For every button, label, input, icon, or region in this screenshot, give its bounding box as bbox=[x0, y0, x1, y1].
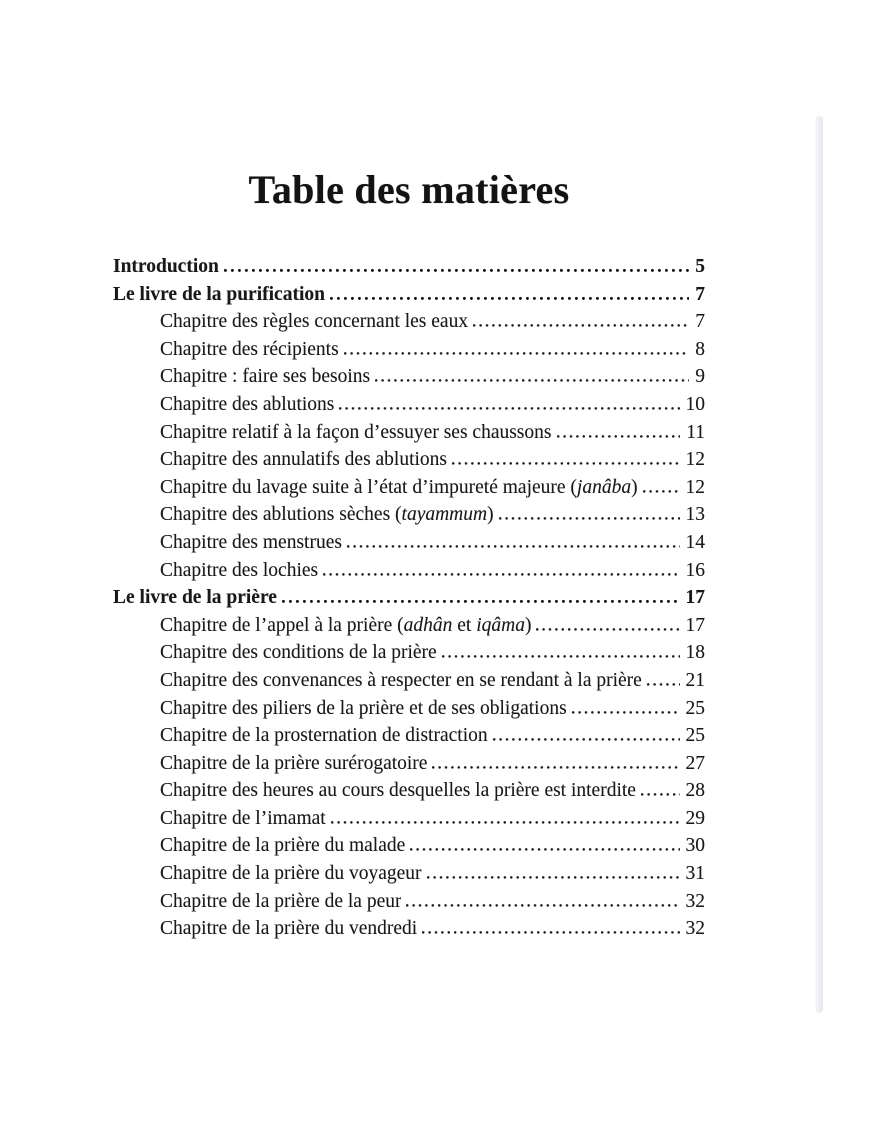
dot-leader bbox=[473, 323, 689, 327]
toc-entry-page-number: 25 bbox=[685, 697, 705, 719]
dot-leader bbox=[375, 378, 689, 382]
toc-entry-page-number: 10 bbox=[685, 393, 705, 415]
toc-entry-label: Chapitre de l’appel à la prière (adhân et iqâma) bbox=[160, 614, 532, 636]
toc-entry-label: Chapitre des ablutions sèches (tayammum) bbox=[160, 504, 494, 526]
toc-entry-page-number: 18 bbox=[685, 642, 705, 664]
toc-entry bbox=[113, 642, 705, 670]
toc-entry-page-number: 27 bbox=[685, 752, 705, 774]
toc-entry bbox=[113, 587, 705, 615]
dot-leader bbox=[406, 903, 679, 907]
toc-entry bbox=[113, 339, 705, 367]
toc-entry-label: Chapitre relatif à la façon d’essuyer ses chaussons bbox=[160, 421, 552, 443]
toc-entry-page-number: 14 bbox=[685, 531, 705, 553]
toc-entry-label: Chapitre des conditions de la prière bbox=[160, 642, 437, 664]
toc-entry-page-number: 8 bbox=[695, 338, 705, 360]
toc-entry-page-number: 31 bbox=[685, 863, 705, 885]
toc-entry bbox=[113, 366, 705, 394]
toc-entry bbox=[113, 532, 705, 560]
dot-leader bbox=[282, 599, 680, 603]
toc-entry-page-number: 7 bbox=[695, 311, 705, 333]
toc-entry-label: Chapitre : faire ses besoins bbox=[160, 366, 371, 388]
toc-entry-page-number: 32 bbox=[685, 890, 705, 912]
toc-entry-label: Chapitre de la prosternation de distraction bbox=[160, 725, 488, 747]
toc-entry bbox=[113, 863, 705, 891]
toc-entry-page-number: 13 bbox=[685, 504, 705, 526]
toc-entry-page-number: 21 bbox=[685, 669, 705, 691]
toc-entries bbox=[113, 256, 705, 946]
toc-entry bbox=[113, 422, 705, 450]
toc-entry-label: Le livre de la purification bbox=[113, 283, 325, 305]
dot-leader bbox=[643, 489, 680, 493]
toc-entry-page-number: 25 bbox=[685, 725, 705, 747]
dot-leader bbox=[557, 434, 681, 438]
toc-entry-label: Chapitre des heures au cours desquelles la prière est interdite bbox=[160, 780, 636, 802]
dot-leader bbox=[493, 737, 680, 741]
toc-entry-label: Le livre de la prière bbox=[113, 587, 277, 609]
toc-entry-label: Chapitre des ablutions bbox=[160, 393, 335, 415]
toc-entry-label: Chapitre de la prière du malade bbox=[160, 835, 406, 857]
dot-leader bbox=[330, 296, 689, 300]
dot-leader bbox=[536, 627, 679, 631]
toc-entry bbox=[113, 725, 705, 753]
toc-entry-label: Introduction bbox=[113, 256, 219, 277]
toc-entry bbox=[113, 311, 705, 339]
toc-entry-label: Chapitre des annulatifs des ablutions bbox=[160, 449, 448, 471]
toc-entry-page-number: 16 bbox=[685, 559, 705, 581]
table-of-contents bbox=[113, 168, 705, 946]
page-edge-shadow bbox=[815, 116, 823, 1013]
page-title: Table des matières bbox=[248, 167, 570, 212]
toc-entry-page-number: 12 bbox=[685, 449, 705, 471]
toc-entry-page-number: 17 bbox=[685, 587, 705, 609]
toc-entry bbox=[113, 284, 705, 312]
dot-leader bbox=[427, 875, 680, 879]
toc-entry-page-number: 29 bbox=[685, 807, 705, 829]
toc-entry-label: Chapitre des lochies bbox=[160, 559, 319, 581]
toc-entry-page-number: 28 bbox=[685, 780, 705, 802]
toc-entry bbox=[113, 477, 705, 505]
toc-entry bbox=[113, 560, 705, 588]
dot-leader bbox=[442, 654, 680, 658]
dot-leader bbox=[432, 765, 679, 769]
toc-entry-page-number: 5 bbox=[695, 256, 705, 277]
toc-entry-page-number: 32 bbox=[685, 918, 705, 940]
toc-entry bbox=[113, 504, 705, 532]
toc-entry bbox=[113, 256, 705, 284]
dot-leader bbox=[572, 710, 680, 714]
toc-entry-page-number: 9 bbox=[695, 366, 705, 388]
toc-entry-label: Chapitre du lavage suite à l’état d’impureté majeure (janâba) bbox=[160, 476, 638, 498]
dot-leader bbox=[641, 792, 680, 796]
toc-entry-label: Chapitre de la prière de la peur bbox=[160, 890, 402, 912]
toc-entry-label: Chapitre des récipients bbox=[160, 338, 339, 360]
toc-entry bbox=[113, 449, 705, 477]
dot-leader bbox=[224, 268, 689, 272]
dot-leader bbox=[452, 461, 679, 465]
dot-leader bbox=[410, 847, 679, 851]
toc-entry-label: Chapitre des piliers de la prière et de ses obligations bbox=[160, 697, 567, 719]
dot-leader bbox=[331, 820, 680, 824]
dot-leader bbox=[647, 682, 680, 686]
toc-entry bbox=[113, 918, 705, 946]
toc-entry bbox=[113, 394, 705, 422]
toc-entry-label: Chapitre de la prière du vendredi bbox=[160, 918, 418, 940]
toc-entry-label: Chapitre des règles concernant les eaux bbox=[160, 311, 469, 333]
toc-entry-page-number: 17 bbox=[685, 614, 705, 636]
toc-entry bbox=[113, 808, 705, 836]
toc-entry bbox=[113, 780, 705, 808]
toc-entry-label: Chapitre de la prière du voyageur bbox=[160, 863, 422, 885]
toc-entry-page-number: 7 bbox=[695, 283, 705, 305]
toc-entry-label: Chapitre des menstrues bbox=[160, 531, 342, 553]
toc-entry bbox=[113, 698, 705, 726]
dot-leader bbox=[344, 351, 690, 355]
toc-entry-page-number: 12 bbox=[685, 476, 705, 498]
dot-leader bbox=[422, 930, 679, 934]
toc-entry bbox=[113, 753, 705, 781]
toc-entry-label: Chapitre de la prière surérogatoire bbox=[160, 752, 428, 774]
dot-leader bbox=[347, 544, 680, 548]
dot-leader bbox=[339, 406, 679, 410]
dot-leader bbox=[323, 572, 679, 576]
toc-entry bbox=[113, 615, 705, 643]
toc-entry-label: Chapitre des convenances à respecter en se rendant à la prière bbox=[160, 669, 642, 691]
toc-entry bbox=[113, 835, 705, 863]
toc-entry bbox=[113, 670, 705, 698]
toc-entry-page-number: 30 bbox=[685, 835, 705, 857]
toc-entry bbox=[113, 891, 705, 919]
toc-entry-page-number: 11 bbox=[686, 421, 705, 443]
toc-entry-label: Chapitre de l’imamat bbox=[160, 807, 326, 829]
dot-leader bbox=[499, 516, 680, 520]
